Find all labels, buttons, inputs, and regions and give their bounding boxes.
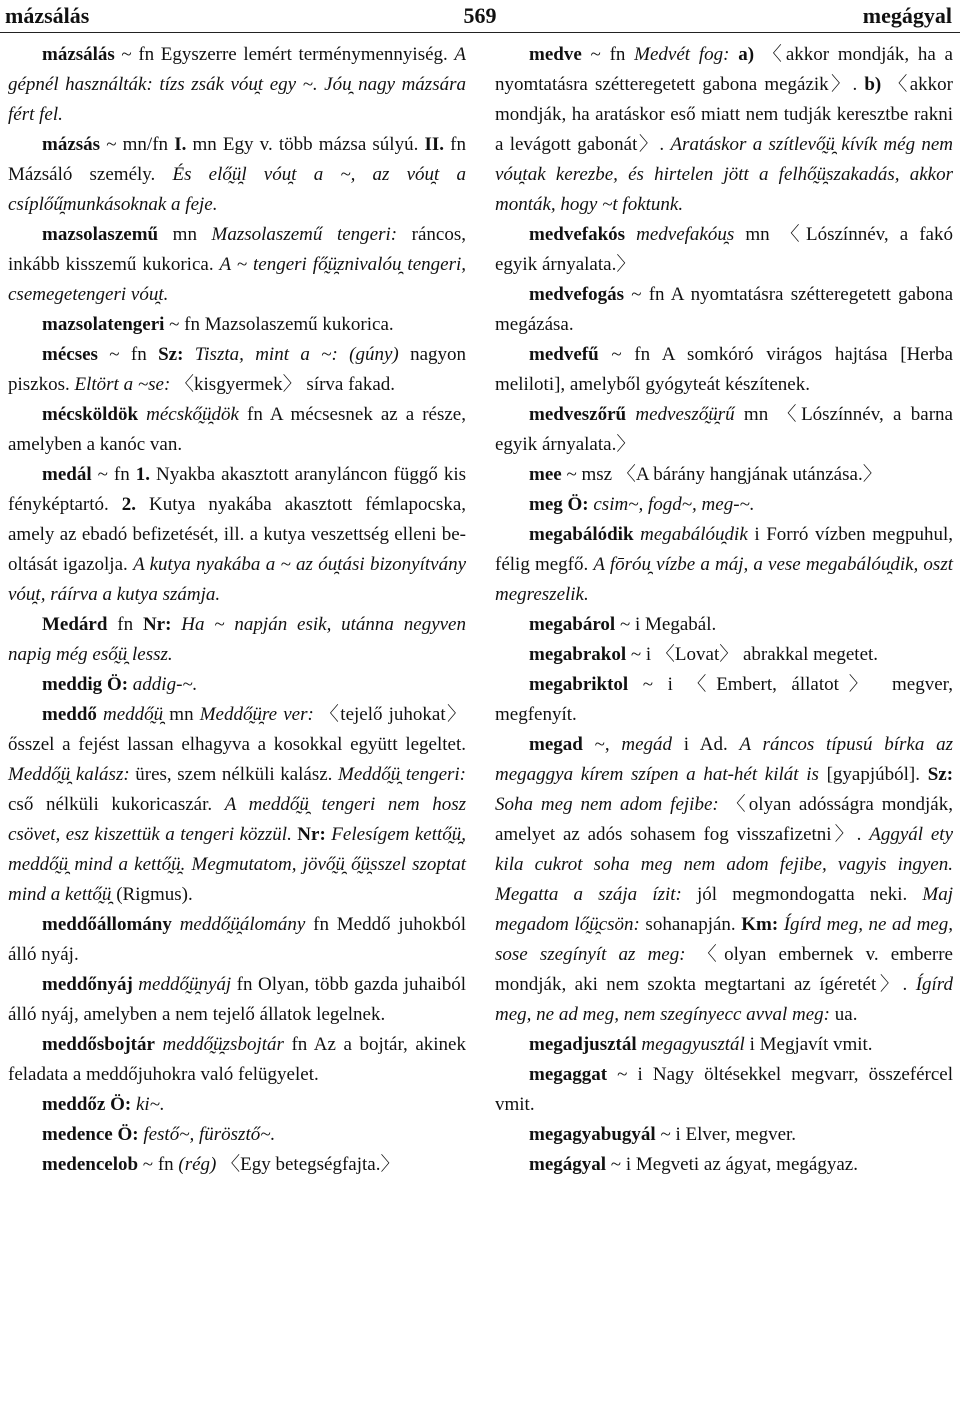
- entry-headword: Medárd: [42, 614, 108, 635]
- entry-italic-text: Felesígem kettő̰ü̯, meddő̰ü̯ mind a kettő̰ü̯. Megmutatom, jövő̰ü̯ ő̰ü̯sszel szoptat mind a kettő̰ü̯: [8, 824, 467, 905]
- entry-headword: meddőállomány: [42, 914, 172, 935]
- entry-italic-text: medvefakóu̯s: [625, 224, 735, 245]
- dictionary-entry: [8, 220, 466, 310]
- entry-bold-text: Ö:: [102, 674, 129, 695]
- dictionary-entry: [8, 400, 466, 460]
- entry-text: i Megjavít vmit.: [744, 1034, 873, 1055]
- entry-headword: medence: [42, 1124, 113, 1145]
- entry-text: fn Olyan, több gazda juhaiból álló nyáj, amelyben a nem tejelő állatok legelnek.: [8, 974, 467, 1025]
- dictionary-entry: [8, 340, 466, 400]
- entry-headword: meddősbojtár: [42, 1034, 155, 1055]
- entry-headword: megagyabugyál: [529, 1124, 656, 1145]
- dictionary-entry: [8, 1030, 466, 1090]
- entry-bold-text: Nr:: [142, 614, 172, 635]
- entry-italic-text: A kutya nyakába a ~ az óu̯tási bizonyítvány vóu̯t, ráírva a kutya számja.: [8, 554, 466, 605]
- entry-headword: megad: [529, 734, 583, 755]
- dictionary-entry: [8, 970, 466, 1030]
- dictionary-entry: [495, 640, 953, 670]
- dictionary-entry: [495, 1060, 953, 1120]
- entry-text: 〈tejelő juhokat〉 ősszel a fejést lassan elhagyva a kosokkal együtt legeltet.: [8, 704, 466, 755]
- dictionary-entry: [495, 280, 953, 340]
- entry-text: mn 〈Lószínnév, a fakó egyik árnyalata.〉: [495, 224, 953, 275]
- entry-italic-text: megabálóu̯dik: [633, 524, 748, 545]
- entry-italic-text: Tiszta, mint a ~: (gúny): [183, 344, 399, 365]
- entry-headword: meddő: [42, 704, 97, 725]
- entry-text: cső nélküli kukoricaszár.: [8, 794, 225, 815]
- entry-italic-text: ki~.: [131, 1094, 165, 1115]
- dictionary-entry: [495, 340, 953, 400]
- entry-text: ~ fn Mazsolaszemű kukorica.: [164, 314, 394, 335]
- entry-text: 〈olyan adósságra mondják, amelyet az adós sohasem fog visszafizetni〉.: [495, 794, 953, 845]
- dictionary-entry: [495, 730, 953, 1030]
- dictionary-entry: [495, 610, 953, 640]
- left-column: [8, 40, 466, 1180]
- entry-italic-text: A meddő̰ü̯ tengeri nem hosz csövet, esz kiszettük a tengeri közzül.: [8, 794, 467, 845]
- entry-italic-text: Meddő̰ü̯re ver:: [199, 704, 314, 725]
- entry-headword: mee: [529, 464, 562, 485]
- entry-headword: medvefű: [529, 344, 599, 365]
- entry-headword: megabárol: [529, 614, 616, 635]
- entry-text: ráncos, inkább kisszemű kukorica.: [8, 224, 467, 275]
- entry-italic-text: Ígírd meg, ne ad meg, nem szegínyecc avval meg:: [495, 974, 953, 1025]
- dictionary-entry: [8, 1090, 466, 1120]
- entry-headword: meddig: [42, 674, 103, 695]
- entry-headword: mécses: [42, 344, 98, 365]
- dictionary-entry: [495, 1120, 953, 1150]
- entry-text: nagyon piszkos.: [8, 344, 467, 395]
- entry-italic-text: Aratáskor a szítlevő̰ü̯ kívík még nem vóu̯tak kerezbe, és hirtelen jött a felhő̰ü̯szakadás, akkor monták, hogy ~t foktunk.: [495, 134, 953, 215]
- entry-bold-text: Sz:: [927, 764, 954, 785]
- entry-bold-text: 2.: [121, 494, 137, 515]
- entry-text: ~ mn/fn: [100, 134, 175, 155]
- entry-text: ~ fn A nyomtatásra szétteregetett gabona megázása.: [495, 284, 953, 335]
- entry-italic-text: Medvét fog:: [634, 44, 730, 65]
- entry-italic-text: Soha meg nem adom fejibe:: [495, 794, 719, 815]
- entry-text: ~ i 〈Lovat〉 abrakkal megetet.: [626, 644, 879, 665]
- entry-text: 〈olyan embernek v. emberre mondják, aki nem szokta megtartani az ígéretét〉.: [495, 944, 953, 995]
- entry-text: 〈akkor mondják, ha aratáskor eső miatt nem tudják keresztbe rakni a levágott gabonát〉.: [495, 74, 954, 155]
- entry-text: 〈akkor mondják, ha a nyomtatásra szétteregetett gabona megázik〉.: [495, 44, 953, 95]
- entry-headword: medencelob: [42, 1154, 139, 1175]
- entry-text: ~ fn A somkóró virágos hajtása [Herba meliloti], amelyből gyógyteát készítenek.: [495, 344, 953, 395]
- entry-text: 〈Egy betegségfajta.〉: [216, 1154, 400, 1175]
- entry-text: sohanapján.: [639, 914, 742, 935]
- entry-headword: medvefogás: [529, 284, 624, 305]
- entry-italic-text: Maj megadom lő̰ü̯csön:: [495, 884, 953, 935]
- entry-italic-text: A fōróu̯ vízbe a máj, a vese megabálóu̯dik, oszt megreszelik.: [495, 554, 954, 605]
- entry-bold-text: Nr:: [291, 824, 326, 845]
- entry-italic-text: Aggyál ety kila cukrot soha meg nem adom fejibe, vagyis ingyen. Megatta a szája ízit:: [495, 824, 953, 905]
- entry-text: mn 〈Lószínnév, a barna egyik árnyalata.〉: [495, 404, 953, 455]
- entry-headword: megaggat: [529, 1064, 608, 1085]
- dictionary-entry: [495, 670, 953, 730]
- entry-text: i Ad.: [672, 734, 740, 755]
- entry-text: [gyapjúból].: [818, 764, 928, 785]
- entry-text: 〈kisgyermek〉 sírva fakad.: [170, 374, 396, 395]
- dictionary-entry: [8, 130, 466, 220]
- entry-text: ~ i Nagy öltésekkel megvarr, összefércel vmit.: [495, 1064, 953, 1115]
- entry-italic-text: meddő̰ü̯zsbojtár: [154, 1034, 284, 1055]
- dictionary-entry: [8, 1120, 466, 1150]
- entry-text: i Forró vízben megpuhul, félig megfő.: [495, 524, 953, 575]
- entry-bold-text: Sz:: [158, 344, 184, 365]
- entry-italic-text: csim~, fogd~, meg-~.: [588, 494, 755, 515]
- dictionary-entry: [495, 400, 953, 460]
- entry-text: ~ i Elver, megver.: [655, 1124, 797, 1145]
- entry-text: mn Egy v. több mázsa súlyú.: [186, 134, 425, 155]
- entry-text: ~ msz 〈A bárány hangjának utánzása.〉: [561, 464, 882, 485]
- entry-headword: megabrakol: [529, 644, 627, 665]
- entry-text: Nyakba akasztott aranyláncon függő kis fényképtartó.: [8, 464, 466, 515]
- entry-italic-text: megád: [621, 734, 673, 755]
- entry-text: Kutya nyakába akasztott fémlapocska, amely az ebadó befizetését, ill. a kutya veszettség elleni beoltását igazolja.: [8, 494, 467, 575]
- dictionary-entry: [8, 670, 466, 700]
- dictionary-entry: [495, 40, 953, 220]
- entry-italic-text: meddő̰ü̯: [96, 704, 164, 725]
- entry-text: fn Meddő juhokból álló nyáj.: [8, 914, 466, 965]
- entry-italic-text: meddő̰ü̯nyáj: [132, 974, 232, 995]
- entry-headword: megabriktol: [529, 674, 629, 695]
- entry-text: ~ fn: [581, 44, 635, 65]
- entry-bold-text: Ö:: [105, 1094, 132, 1115]
- page-header: [0, 0, 960, 33]
- entry-headword: meddőz: [42, 1094, 106, 1115]
- entry-headword: mazsolaszemű: [42, 224, 159, 245]
- entry-text: ~ fn: [91, 464, 136, 485]
- entry-headword: medve: [529, 44, 582, 65]
- dictionary-entry: [8, 40, 466, 130]
- entry-italic-text: festő~, fürösztő~.: [138, 1124, 276, 1145]
- entry-bold-text: a): [729, 44, 755, 65]
- entry-italic-text: Meddő̰ü̯ tengeri:: [338, 764, 467, 785]
- entry-headword: megágyal: [529, 1154, 607, 1175]
- entry-text: ~,: [582, 734, 622, 755]
- dictionary-entry: [495, 1030, 953, 1060]
- entry-bold-text: b): [864, 74, 882, 95]
- entry-text: fn A mécsesnek az a része, amelyben a kanóc van.: [8, 404, 466, 455]
- entry-headword: medveszőrű: [529, 404, 627, 425]
- entry-text: ~ fn Egyszerre lemért terménymennyiség.: [114, 44, 455, 65]
- dictionary-entry: [495, 460, 953, 490]
- entry-text: fn Mázsáló személy.: [8, 134, 467, 185]
- entry-bold-text: Km:: [741, 914, 779, 935]
- entry-text: ~ fn: [97, 344, 159, 365]
- dictionary-entry: [495, 220, 953, 280]
- entry-italic-text: Ígírd meg, ne ad meg, sose szegínyít az meg:: [495, 914, 953, 965]
- entry-italic-text: mécskő̰ü̯dök: [138, 404, 239, 425]
- entry-headword: meg Ö:: [529, 494, 589, 515]
- entry-italic-text: A gépnél használták: tízs zsák vóu̯t egy ~. Jóu̯ nagy mázsára fért fel.: [8, 44, 466, 125]
- entry-headword: megabálódik: [529, 524, 634, 545]
- entry-text: üres, szem nélküli kalász.: [129, 764, 339, 785]
- entry-text: mn: [158, 224, 212, 245]
- header-last-word: megágyal: [862, 3, 952, 28]
- entry-headword: mazsolatengeri: [42, 314, 165, 335]
- entry-bold-text: I.: [174, 134, 187, 155]
- dictionary-entry: [8, 310, 466, 340]
- entry-headword: medál: [42, 464, 92, 485]
- entry-italic-text: A ráncos típusú bírka az megaggya kírem szípen a hat-hét kilát is: [495, 734, 954, 785]
- entry-text: ~ i 〈Embert, állatot〉 megver, megfenyít.: [495, 674, 953, 725]
- dictionary-entry: [8, 1150, 466, 1180]
- entry-text: (Rigmus).: [111, 884, 193, 905]
- entry-bold-text: 1.: [135, 464, 150, 485]
- entry-text: ~ i Megabál.: [615, 614, 717, 635]
- entry-headword: mázsálás: [42, 44, 115, 65]
- entry-italic-text: meddő̰ü̯álomány: [171, 914, 306, 935]
- entry-text: jól megmondogatta neki.: [681, 884, 923, 905]
- page-number: 569: [463, 3, 497, 28]
- dictionary-entry: [8, 700, 466, 910]
- entry-headword: meddőnyáj: [42, 974, 133, 995]
- entry-text: ~ fn: [138, 1154, 179, 1175]
- dictionary-entry: [8, 460, 466, 610]
- entry-text: ~ i Megveti az ágyat, megágyaz.: [606, 1154, 858, 1175]
- right-column: [495, 40, 953, 1180]
- entry-headword: mázsás: [42, 134, 101, 155]
- entry-italic-text: (rég): [178, 1154, 217, 1175]
- entry-italic-text: És elő̰ü̯l vóu̯t a ~, az vóu̯t a csíplőű̯munkásoknak a feje.: [8, 164, 467, 215]
- dictionary-entry: [495, 490, 953, 520]
- entry-text: fn Az a bojtár, akinek feladata a meddőjuhokra való felügyelet.: [8, 1034, 466, 1085]
- entry-italic-text: medvesző̰ü̯rű: [626, 404, 735, 425]
- entry-italic-text: A ~ tengeri fő̰ü̯znivalóu̯ tengeri, csemegetengeri vóu̯t.: [8, 254, 466, 305]
- entry-text: mn: [163, 704, 200, 725]
- dictionary-entry: [8, 610, 466, 670]
- entry-italic-text: addig-~.: [128, 674, 198, 695]
- header-first-word: mázsálás: [5, 3, 90, 28]
- entry-headword: medvefakós: [529, 224, 626, 245]
- entry-headword: megadjusztál: [529, 1034, 637, 1055]
- entry-italic-text: megagyusztál: [636, 1034, 745, 1055]
- entry-italic-text: Mazsolaszemű tengeri:: [211, 224, 398, 245]
- dictionary-entry: [8, 910, 466, 970]
- entry-text: ua.: [830, 1004, 858, 1025]
- entry-bold-text: II.: [424, 134, 445, 155]
- entry-italic-text: Ha ~ napján esik, utánna negyven napig még eső̰ü̯ lessz.: [8, 614, 466, 665]
- entry-headword: mécsköldök: [42, 404, 139, 425]
- entry-bold-text: Ö:: [112, 1124, 139, 1145]
- dictionary-entry: [495, 520, 953, 610]
- entry-italic-text: Meddő̰ü̯ kalász:: [8, 764, 130, 785]
- entry-text: fn: [107, 614, 143, 635]
- entry-italic-text: Eltört a ~se:: [74, 374, 171, 395]
- dictionary-entry: [495, 1150, 953, 1180]
